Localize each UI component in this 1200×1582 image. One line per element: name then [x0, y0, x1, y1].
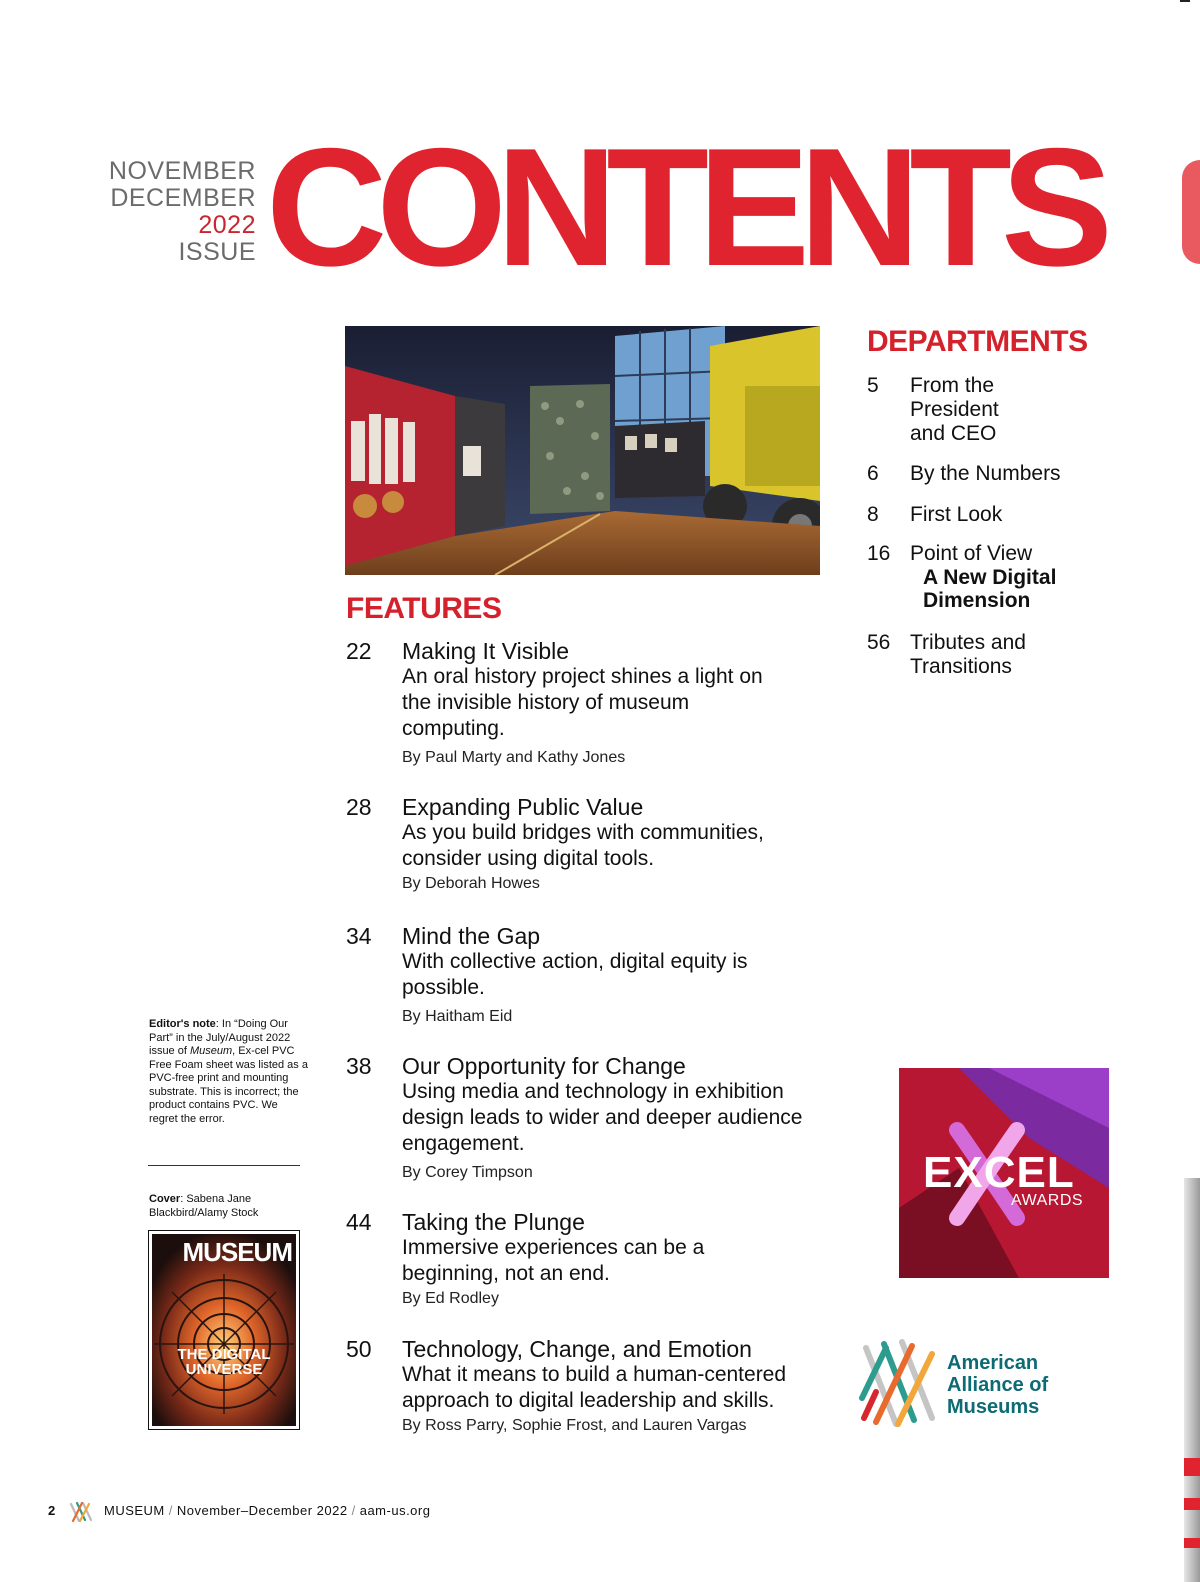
feature-page-number: 22 [346, 638, 372, 664]
cover-headline-2: UNIVERSE [185, 1361, 263, 1378]
departments-heading: DEPARTMENTS [867, 325, 1088, 358]
edge-decoration [1182, 160, 1200, 264]
department-page-number: 8 [867, 503, 879, 526]
footer-page-number: 2 [48, 1503, 56, 1518]
department-page-number: 5 [867, 374, 879, 397]
issue-month-2: DECEMBER [110, 184, 256, 212]
feature-title: Expanding Public Value [402, 794, 644, 820]
issue-label [60, 158, 256, 266]
feature-item[interactable] [346, 1053, 826, 1183]
department-title: By the Numbers [910, 462, 1061, 485]
aam-name [947, 1352, 1048, 1418]
corner-mark [1180, 0, 1190, 2]
aam-line-3: Museums [947, 1396, 1040, 1418]
aam-line-2: Alliance of [947, 1374, 1049, 1396]
department-item[interactable] [867, 631, 1187, 679]
editors-note-label: Editor's note [149, 1018, 216, 1030]
feature-description: With collective action, digital equity is possible. [402, 950, 748, 999]
department-page-number: 6 [867, 462, 879, 485]
department-item[interactable] [867, 542, 1187, 612]
editors-note-text-1: In “Doing Our Part” in the July/August 2022 issue of [149, 1018, 291, 1057]
feature-title: Mind the Gap [402, 923, 541, 949]
department-title: Tributes and Transitions [910, 631, 1026, 678]
exhibition-hall-illustration [345, 326, 820, 575]
department-title: First Look [910, 503, 1003, 526]
feature-description: What it means to build a human-centered approach to digital leadership and skills. [402, 1363, 787, 1412]
cover-credit-label: Cover [149, 1193, 181, 1205]
feature-byline: By Corey Timpson [402, 1164, 533, 1181]
feature-description: Using media and technology in exhibition design leads to wider and deeper audience engagement. [402, 1080, 803, 1155]
issue-year: 2022 [198, 211, 256, 239]
footer-publication: MUSEUM [103, 1503, 165, 1518]
feature-byline: By Deborah Howes [402, 875, 540, 892]
cover-thumbnail[interactable] [148, 1230, 300, 1430]
excel-word: EXCEL [923, 1148, 1075, 1197]
aam-line-1: American [947, 1352, 1039, 1374]
feature-title: Taking the Plunge [402, 1209, 585, 1235]
feature-item[interactable] [346, 794, 826, 894]
divider [148, 1165, 300, 1166]
edge-photo-strip [1184, 1178, 1200, 1582]
cover-credit-text: Sabena Jane Blackbird/Alamy Stock [149, 1193, 259, 1219]
department-page-number: 56 [867, 631, 891, 654]
feature-item[interactable] [346, 638, 826, 768]
feature-page-number: 38 [346, 1053, 372, 1079]
issue-word: ISSUE [178, 238, 256, 266]
editors-note-text-2: , Ex-cel PVC Free Foam sheet was listed as a PVC-free print and mounting substrate. This is incorrect; the product contains PVC. We regret the error. [149, 1045, 308, 1125]
cover-headline-1: THE DIGITAL [177, 1346, 271, 1363]
editors-note: Editor's note: In “Doing Our Part” in the July/August 2022 issue of Museum, Ex-cel PVC Free Foam sheet was listed as a PVC-free print and mounting substrate. This is incorrect; the product contains PVC. We regret the error. [149, 1018, 308, 1125]
page-title: CONTENTS [266, 113, 1102, 301]
feature-byline: By Paul Marty and Kathy Jones [402, 749, 626, 766]
feature-byline: By Haitham Eid [402, 1008, 513, 1025]
hero-image [345, 326, 820, 575]
features-heading: FEATURES [346, 592, 502, 625]
feature-byline: By Ed Rodley [402, 1290, 499, 1307]
excel-awards-ad[interactable] [899, 1068, 1109, 1278]
issue-month-1: NOVEMBER [108, 157, 256, 185]
page-footer: 2 MUSEUM / November–December 2022 / aam-us.org [48, 1500, 430, 1522]
feature-description: An oral history project shines a light on the invisible history of museum computing. [402, 665, 763, 740]
feature-page-number: 50 [346, 1336, 372, 1362]
cover-headline [152, 1347, 296, 1377]
feature-title: Making It Visible [402, 638, 570, 664]
department-item[interactable] [867, 374, 1187, 446]
editors-note-magazine: Museum [189, 1045, 233, 1057]
feature-page-number: 44 [346, 1209, 372, 1235]
footer-site[interactable]: aam-us.org [359, 1503, 431, 1518]
cover-credit: Cover: Sabena Jane Blackbird/Alamy Stock [149, 1193, 259, 1219]
department-item[interactable] [867, 462, 1187, 486]
department-title: From the President and CEO [910, 374, 999, 445]
feature-page-number: 28 [346, 794, 372, 820]
feature-item[interactable] [346, 1209, 826, 1309]
feature-description: Immersive experiences can be a beginning, not an end. [402, 1236, 705, 1285]
feature-item[interactable] [346, 923, 826, 1027]
excel-sub: AWARDS [1011, 1192, 1084, 1209]
feature-item[interactable] [346, 1336, 826, 1436]
feature-title: Technology, Change, and Emotion [402, 1336, 752, 1362]
feature-byline: By Ross Parry, Sophie Frost, and Lauren Vargas [402, 1417, 747, 1434]
footer-issue: November–December 2022 [176, 1503, 348, 1518]
department-page-number: 16 [867, 542, 891, 565]
department-item[interactable] [867, 503, 1187, 527]
aam-logo-icon [856, 1338, 940, 1430]
feature-title: Our Opportunity for Change [402, 1053, 686, 1079]
aam-mini-logo-icon [68, 1501, 94, 1523]
department-subtitle: A New Digital Dimension [923, 566, 1057, 612]
feature-page-number: 34 [346, 923, 372, 949]
cover-masthead: MUSEUM [182, 1237, 292, 1267]
department-title: Point of View [910, 542, 1033, 565]
feature-description: As you build bridges with communities, consider using digital tools. [402, 821, 764, 870]
